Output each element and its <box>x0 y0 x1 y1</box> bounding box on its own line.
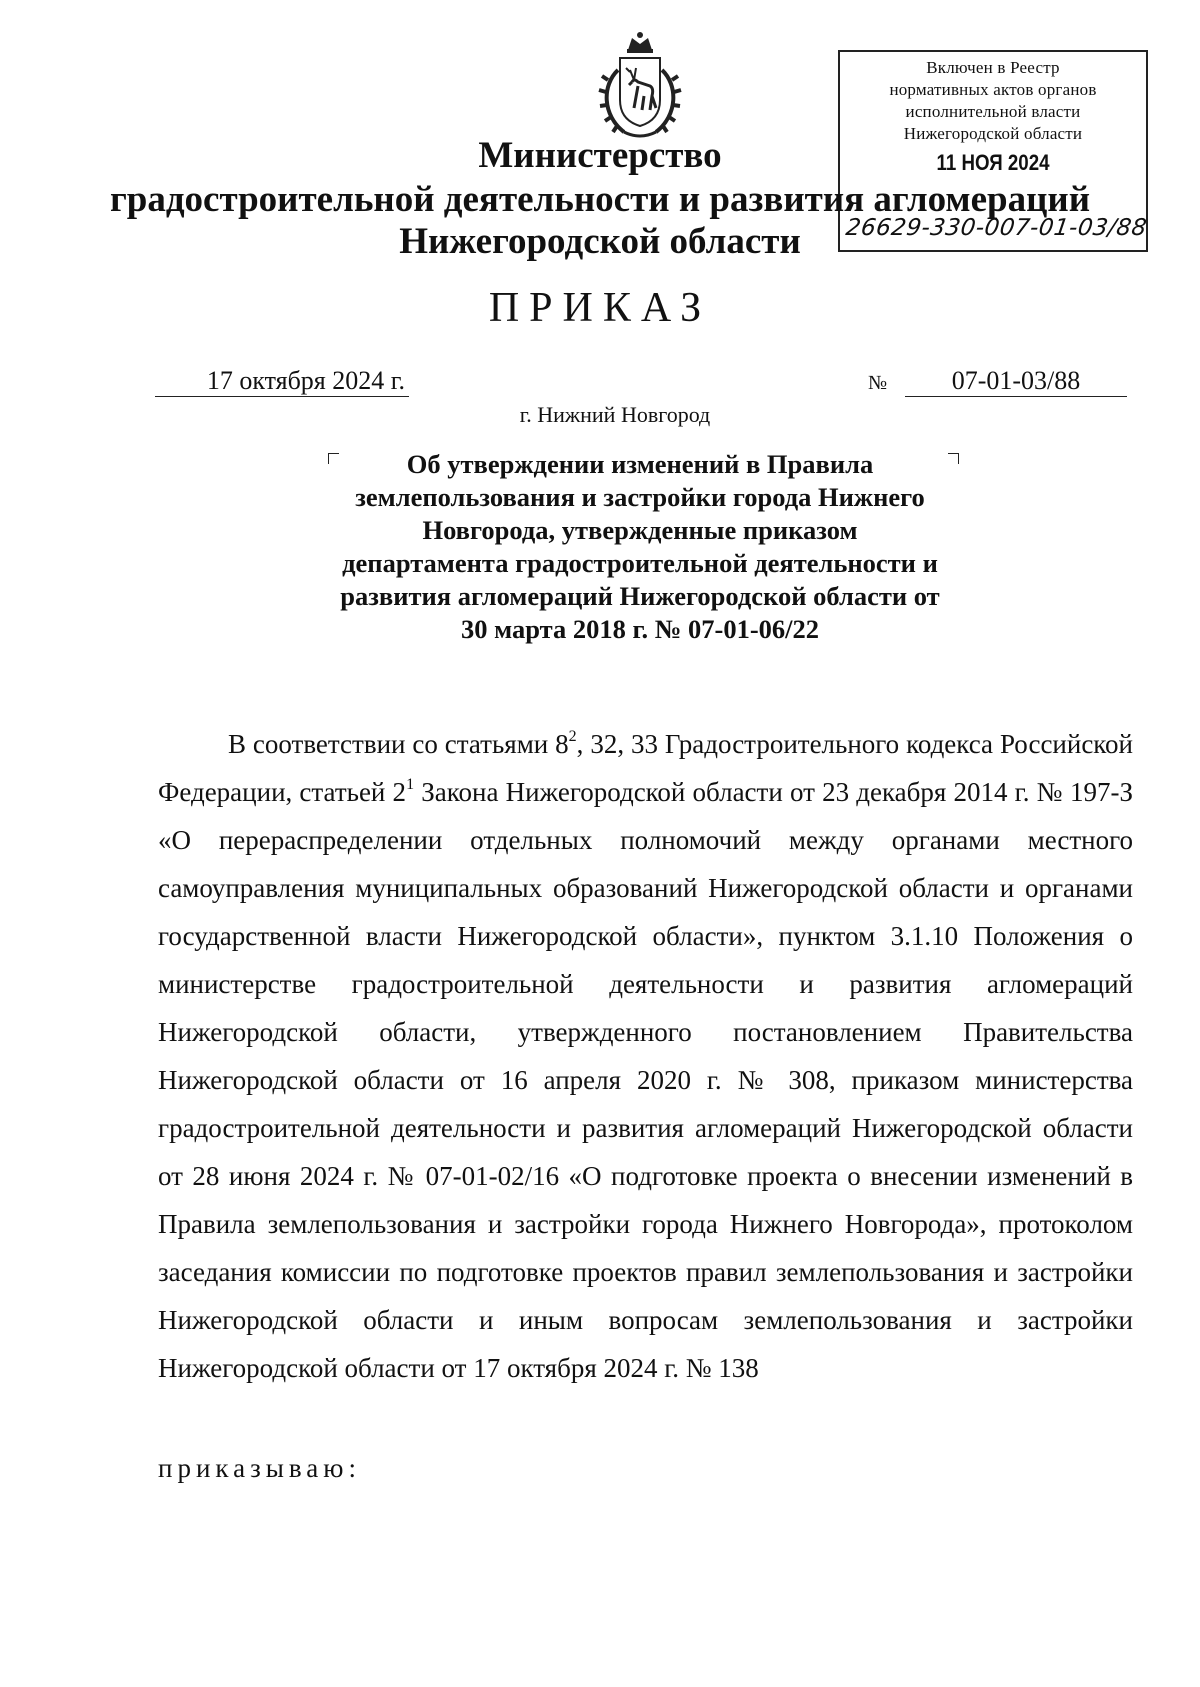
document-title: ПРИКАЗ <box>488 285 712 331</box>
body-text-part-2: , 32, 33 Градостроительного кодекса Российской Федерации, статьей 2 <box>158 729 1134 807</box>
stamp-line-2: нормативных актов органов <box>889 80 1097 99</box>
body-text-part-1: В соответствии со статьями 8 <box>228 729 569 759</box>
document-city: г. Нижний Новгород <box>519 402 711 427</box>
body-text-part-3: Закона Нижегородской области от 23 декабря 2014 г. № 197-З «О перераспределении отдельных полномочий между органами местного самоуправления муниципальных образований Нижегородской области и органами государственной власти Нижегородской области», пунктом 3.1.10 Положения о министерстве градостроительной деятельности и развития агломераций Нижегородской области, утвержденного постановлением Правительства Нижегородской области от 16 апреля 2020 г. № 308, приказом министерства градостроительной деятельности и развития агломераций Нижегородской области от 28 июня 2024 г. № 07-01-02/16 «О подготовке проекта о внесении изменений в Правила землепользования и застройки города Нижнего Новгорода», протоколом заседания комиссии по подготовке проектов правил землепользования и застройки Нижегородской области и иным вопросам землепользования и застройки Нижегородской области от 17 октября 2024 г. № 138 <box>158 777 1133 1383</box>
subject-corner-right <box>948 453 959 464</box>
ministry-name-line-1: Министерство <box>478 135 722 176</box>
document-subject: Об утверждении изменений в Правила землепользования и застройки города Нижнего Новгорода, утвержденные приказом департамента градостроительной деятельности и развития агломераций Нижегородской области от 30 марта 2018 г. № 07-01-06/22 <box>340 449 940 644</box>
document-date: 17 октября 2024 г. <box>155 366 409 397</box>
stamp-line-4: Нижегородской области <box>903 124 1083 143</box>
stamp-registration-number: 26629-330-007-01-03/88 <box>844 215 1149 241</box>
stamp-date: 11 НОЯ 2024 <box>936 150 1050 175</box>
superscript-1: 2 <box>568 728 577 745</box>
document-number: 07-01-03/88 <box>905 366 1127 397</box>
stamp-line-1: Включен в Реестр <box>926 58 1060 77</box>
subject-corner-left <box>328 453 339 464</box>
decree-word: приказываю: <box>158 1453 361 1483</box>
coat-of-arms-icon <box>594 30 686 142</box>
stamp-line-3: исполнительной власти <box>905 102 1081 121</box>
ministry-name-line-2: градостроительной деятельности и развития агломераций <box>109 179 1091 220</box>
ministry-name-line-3: Нижегородской области <box>399 221 801 262</box>
number-sign: № <box>868 372 888 394</box>
superscript-2: 1 <box>406 776 415 793</box>
body-paragraph <box>158 720 1133 1392</box>
document-body <box>158 720 1133 1392</box>
